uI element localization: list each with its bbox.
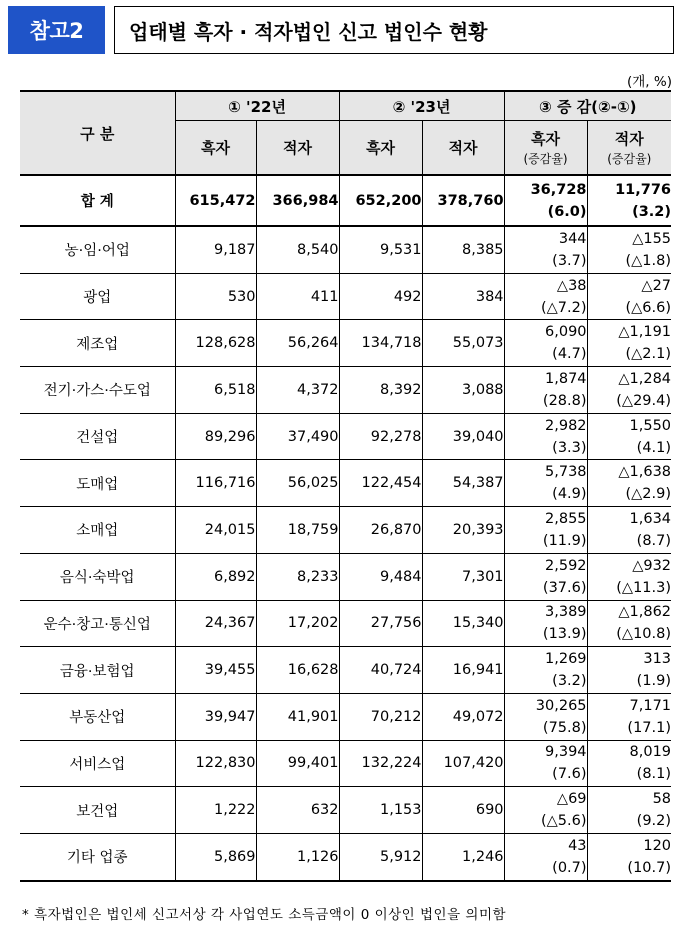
profit-change-value: 30,265 bbox=[535, 697, 587, 714]
table-row bbox=[20, 833, 671, 880]
profit-22: 128,628 bbox=[175, 320, 256, 367]
loss-23: 107,420 bbox=[422, 740, 504, 787]
profit-23: 492 bbox=[339, 273, 422, 320]
loss-change-value: △1,284 bbox=[618, 370, 672, 387]
loss-22: 56,025 bbox=[256, 460, 339, 507]
loss-change bbox=[587, 833, 671, 880]
row-label: 음식·숙박업 bbox=[20, 553, 175, 600]
header-loss-chg-label: 적자 bbox=[614, 130, 644, 148]
loss-23: 16,941 bbox=[422, 647, 504, 694]
profit-22: 122,830 bbox=[175, 740, 256, 787]
profit-22: 530 bbox=[175, 273, 256, 320]
table-row bbox=[20, 507, 671, 554]
table-row bbox=[20, 647, 671, 694]
loss-22: 37,490 bbox=[256, 413, 339, 460]
row-label: 보건업 bbox=[20, 787, 175, 834]
profit-change-rate: (11.9) bbox=[542, 532, 587, 549]
header-loss-22: 적자 bbox=[256, 121, 339, 176]
total-profit-22: 615,472 bbox=[175, 175, 256, 226]
header-row-1 bbox=[20, 91, 671, 121]
profit-22: 24,015 bbox=[175, 507, 256, 554]
header-2022: ① '22년 bbox=[175, 91, 339, 121]
loss-change-rate: (10.7) bbox=[627, 859, 672, 876]
profit-23: 9,531 bbox=[339, 226, 422, 273]
header-loss-chg bbox=[587, 121, 671, 176]
profit-change-rate: (△7.2) bbox=[541, 299, 587, 316]
profit-change bbox=[504, 740, 587, 787]
footnote: * 흑자법인은 법인세 신고서상 각 사업연도 소득금액이 0 이상인 법인을 의미함 bbox=[22, 907, 507, 923]
profit-change-rate: (28.8) bbox=[542, 392, 587, 409]
total-row bbox=[20, 175, 671, 226]
loss-change bbox=[587, 367, 671, 414]
table-row bbox=[20, 600, 671, 647]
row-label: 광업 bbox=[20, 273, 175, 320]
row-label: 부동산업 bbox=[20, 693, 175, 740]
profit-change bbox=[504, 693, 587, 740]
loss-22: 99,401 bbox=[256, 740, 339, 787]
loss-23: 15,340 bbox=[422, 600, 504, 647]
header-2023: ② '23년 bbox=[339, 91, 504, 121]
profit-22: 5,869 bbox=[175, 833, 256, 880]
loss-change bbox=[587, 740, 671, 787]
profit-change-rate: (3.3) bbox=[552, 439, 587, 456]
loss-change-value: △932 bbox=[632, 557, 672, 574]
table-row bbox=[20, 273, 671, 320]
profit-change-value: 1,269 bbox=[545, 651, 587, 668]
profit-23: 92,278 bbox=[339, 413, 422, 460]
profit-change bbox=[504, 226, 587, 273]
header-rate-label: (증감율) bbox=[523, 152, 568, 166]
profit-change-rate: (4.9) bbox=[552, 486, 587, 503]
profit-23: 26,870 bbox=[339, 507, 422, 554]
loss-change bbox=[587, 787, 671, 834]
loss-change-rate: (△10.8) bbox=[616, 626, 672, 643]
loss-23: 8,385 bbox=[422, 226, 504, 273]
loss-change-value: 1,634 bbox=[629, 510, 672, 527]
profit-change-value: 3,389 bbox=[545, 604, 587, 621]
loss-change-value: 1,550 bbox=[629, 417, 672, 434]
profit-change bbox=[504, 553, 587, 600]
table-row bbox=[20, 460, 671, 507]
profit-22: 9,187 bbox=[175, 226, 256, 273]
profit-23: 70,212 bbox=[339, 693, 422, 740]
unit-label: (개, %) bbox=[627, 74, 672, 90]
loss-23: 20,393 bbox=[422, 507, 504, 554]
table-row bbox=[20, 320, 671, 367]
row-label: 건설업 bbox=[20, 413, 175, 460]
header-profit-chg bbox=[504, 121, 587, 176]
loss-change-value: 8,019 bbox=[629, 744, 672, 761]
total-profit-change-rate: (6.0) bbox=[547, 203, 587, 220]
loss-22: 17,202 bbox=[256, 600, 339, 647]
profit-change-rate: (13.9) bbox=[542, 626, 587, 643]
loss-22: 1,126 bbox=[256, 833, 339, 880]
row-label: 농·임·어업 bbox=[20, 226, 175, 273]
profit-change-rate: (7.6) bbox=[552, 766, 587, 783]
total-loss-22: 366,984 bbox=[256, 175, 339, 226]
profit-change-value: 6,090 bbox=[545, 324, 587, 341]
profit-change-value: 1,874 bbox=[545, 370, 587, 387]
loss-23: 54,387 bbox=[422, 460, 504, 507]
table-row bbox=[20, 740, 671, 787]
loss-change-rate: (8.1) bbox=[636, 766, 672, 783]
profit-23: 134,718 bbox=[339, 320, 422, 367]
profit-change-rate: (75.8) bbox=[542, 719, 587, 736]
loss-change-value: △1,638 bbox=[618, 464, 672, 481]
profit-change bbox=[504, 647, 587, 694]
loss-change-rate: (9.2) bbox=[636, 813, 672, 830]
page-title: 업태별 흑자 · 적자법인 신고 법인수 현황 bbox=[114, 6, 674, 54]
loss-change bbox=[587, 693, 671, 740]
loss-22: 41,901 bbox=[256, 693, 339, 740]
profit-22: 1,222 bbox=[175, 787, 256, 834]
profit-change-value: △69 bbox=[556, 791, 587, 808]
total-loss-change-rate: (3.2) bbox=[632, 203, 672, 220]
profit-change-rate: (3.7) bbox=[552, 252, 587, 269]
total-profit-change-value: 36,728 bbox=[530, 181, 587, 198]
loss-change-rate: (△11.3) bbox=[616, 579, 672, 596]
table-row bbox=[20, 367, 671, 414]
row-label: 운수·창고·통신업 bbox=[20, 600, 175, 647]
loss-change-rate: (△2.1) bbox=[625, 346, 672, 363]
loss-change-rate: (8.7) bbox=[636, 532, 672, 549]
loss-change-rate: (△2.9) bbox=[625, 486, 672, 503]
profit-change-value: 2,592 bbox=[545, 557, 587, 574]
total-loss-23: 378,760 bbox=[422, 175, 504, 226]
total-profit-change bbox=[504, 175, 587, 226]
profit-23: 132,224 bbox=[339, 740, 422, 787]
loss-change bbox=[587, 413, 671, 460]
profit-22: 39,455 bbox=[175, 647, 256, 694]
loss-23: 55,073 bbox=[422, 320, 504, 367]
row-label: 서비스업 bbox=[20, 740, 175, 787]
loss-change-value: △27 bbox=[641, 277, 672, 294]
loss-change bbox=[587, 320, 671, 367]
profit-change-value: 5,738 bbox=[545, 464, 587, 481]
loss-change bbox=[587, 226, 671, 273]
reference-badge: 참고2 bbox=[8, 6, 105, 54]
loss-23: 7,301 bbox=[422, 553, 504, 600]
profit-22: 89,296 bbox=[175, 413, 256, 460]
title-row bbox=[8, 6, 674, 54]
profit-change bbox=[504, 460, 587, 507]
profit-22: 39,947 bbox=[175, 693, 256, 740]
loss-change-value: △1,191 bbox=[618, 324, 672, 341]
loss-23: 690 bbox=[422, 787, 504, 834]
header-loss-23: 적자 bbox=[422, 121, 504, 176]
row-label: 소매업 bbox=[20, 507, 175, 554]
loss-change-rate: (△29.4) bbox=[616, 392, 672, 409]
profit-change bbox=[504, 273, 587, 320]
loss-change bbox=[587, 273, 671, 320]
profit-23: 27,756 bbox=[339, 600, 422, 647]
profit-change-value: △38 bbox=[556, 277, 587, 294]
profit-22: 116,716 bbox=[175, 460, 256, 507]
profit-change bbox=[504, 833, 587, 880]
profit-22: 24,367 bbox=[175, 600, 256, 647]
table-row bbox=[20, 787, 671, 834]
profit-change bbox=[504, 413, 587, 460]
profit-change-value: 2,855 bbox=[545, 510, 587, 527]
loss-change-value: △155 bbox=[632, 230, 672, 247]
loss-change-value: △1,862 bbox=[618, 604, 672, 621]
profit-23: 122,454 bbox=[339, 460, 422, 507]
loss-23: 1,246 bbox=[422, 833, 504, 880]
loss-23: 39,040 bbox=[422, 413, 504, 460]
loss-change bbox=[587, 647, 671, 694]
profit-23: 9,484 bbox=[339, 553, 422, 600]
total-profit-23: 652,200 bbox=[339, 175, 422, 226]
row-label: 금융·보험업 bbox=[20, 647, 175, 694]
header-rate-label: (증감율) bbox=[607, 152, 652, 166]
loss-change-rate: (1.9) bbox=[636, 673, 672, 690]
table-row bbox=[20, 553, 671, 600]
row-label: 제조업 bbox=[20, 320, 175, 367]
profit-22: 6,518 bbox=[175, 367, 256, 414]
loss-change-rate: (17.1) bbox=[627, 719, 672, 736]
loss-23: 49,072 bbox=[422, 693, 504, 740]
row-label: 기타 업종 bbox=[20, 833, 175, 880]
header-profit-chg-label: 흑자 bbox=[531, 130, 561, 148]
row-label: 전기·가스·수도업 bbox=[20, 367, 175, 414]
profit-change-value: 344 bbox=[558, 230, 587, 247]
loss-change bbox=[587, 553, 671, 600]
profit-change bbox=[504, 367, 587, 414]
total-loss-change-value: 11,776 bbox=[615, 181, 672, 198]
profit-change-rate: (37.6) bbox=[542, 579, 587, 596]
profit-change-value: 9,394 bbox=[545, 744, 587, 761]
loss-change bbox=[587, 507, 671, 554]
loss-change-value: 58 bbox=[652, 791, 672, 808]
header-change: ③ 증 감(②-①) bbox=[504, 91, 671, 121]
profit-change-rate: (4.7) bbox=[552, 346, 587, 363]
header-profit-22: 흑자 bbox=[175, 121, 256, 176]
profit-change bbox=[504, 320, 587, 367]
row-label: 도매업 bbox=[20, 460, 175, 507]
profit-change-value: 43 bbox=[568, 837, 587, 854]
loss-change-value: 7,171 bbox=[629, 697, 672, 714]
loss-22: 8,540 bbox=[256, 226, 339, 273]
profit-22: 6,892 bbox=[175, 553, 256, 600]
profit-change bbox=[504, 507, 587, 554]
profit-23: 8,392 bbox=[339, 367, 422, 414]
loss-change-value: 313 bbox=[643, 651, 672, 668]
profit-change bbox=[504, 787, 587, 834]
profit-change-rate: (△5.6) bbox=[541, 813, 587, 830]
loss-23: 384 bbox=[422, 273, 504, 320]
profit-change-rate: (3.2) bbox=[552, 673, 587, 690]
stats-table bbox=[20, 90, 671, 882]
loss-change-rate: (△1.8) bbox=[625, 252, 672, 269]
loss-change-value: 120 bbox=[643, 837, 672, 854]
table-row bbox=[20, 413, 671, 460]
loss-22: 4,372 bbox=[256, 367, 339, 414]
header-gubun: 구 분 bbox=[20, 91, 175, 175]
profit-change bbox=[504, 600, 587, 647]
loss-22: 16,628 bbox=[256, 647, 339, 694]
loss-22: 411 bbox=[256, 273, 339, 320]
loss-change-rate: (4.1) bbox=[636, 439, 672, 456]
profit-23: 40,724 bbox=[339, 647, 422, 694]
profit-change-value: 2,982 bbox=[545, 417, 587, 434]
loss-22: 56,264 bbox=[256, 320, 339, 367]
table-row bbox=[20, 226, 671, 273]
table-row bbox=[20, 693, 671, 740]
loss-change bbox=[587, 600, 671, 647]
loss-22: 18,759 bbox=[256, 507, 339, 554]
loss-change-rate: (△6.6) bbox=[625, 299, 672, 316]
profit-change-rate: (0.7) bbox=[552, 859, 587, 876]
total-loss-change bbox=[587, 175, 671, 226]
profit-23: 1,153 bbox=[339, 787, 422, 834]
total-label: 합 계 bbox=[20, 175, 175, 226]
loss-22: 632 bbox=[256, 787, 339, 834]
header-profit-23: 흑자 bbox=[339, 121, 422, 176]
loss-22: 8,233 bbox=[256, 553, 339, 600]
loss-change bbox=[587, 460, 671, 507]
profit-23: 5,912 bbox=[339, 833, 422, 880]
loss-23: 3,088 bbox=[422, 367, 504, 414]
